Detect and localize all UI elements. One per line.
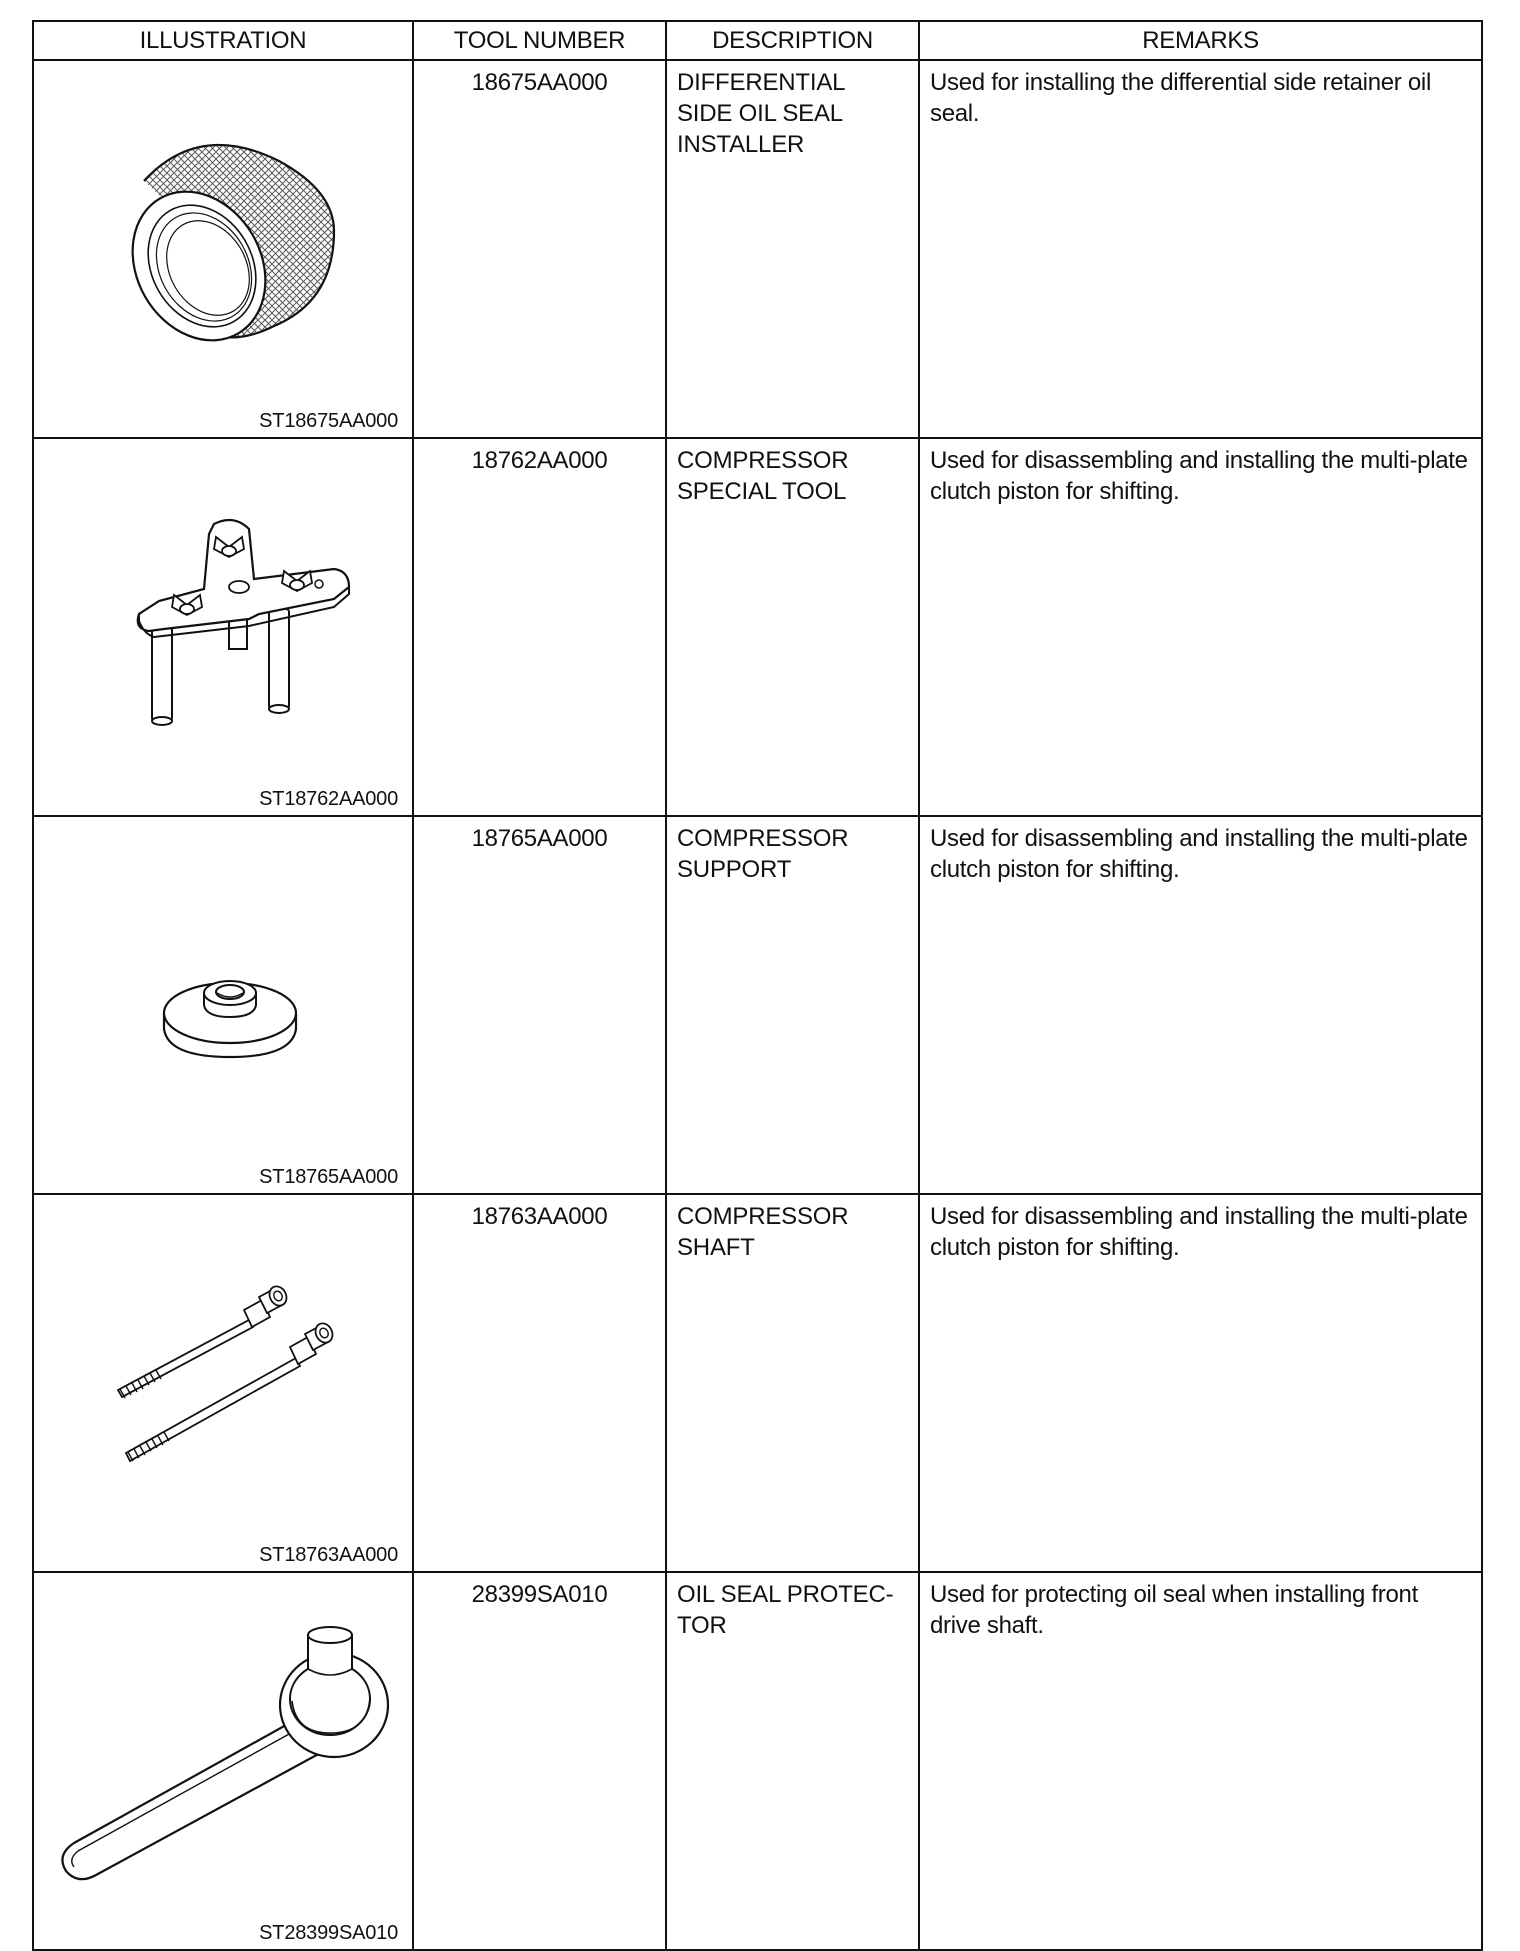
illustration-cell bbox=[33, 1572, 413, 1950]
tool-number-cell: 18765AA000 bbox=[413, 816, 666, 1194]
tool-number-cell: 18675AA000 bbox=[413, 60, 666, 438]
compressor-support-icon bbox=[34, 817, 414, 1185]
illustration-cell bbox=[33, 60, 413, 438]
remarks-cell: Used for protecting oil seal when installing front drive shaft. bbox=[919, 1572, 1482, 1950]
header-remarks: REMARKS bbox=[919, 21, 1482, 60]
special-tools-table bbox=[32, 20, 1483, 1951]
description-cell: COMPRESSOR SUPPORT bbox=[666, 816, 919, 1194]
header-illustration: ILLUSTRATION bbox=[33, 21, 413, 60]
compressor-special-tool-icon bbox=[34, 439, 414, 807]
header-description: DESCRIPTION bbox=[666, 21, 919, 60]
illustration-cell bbox=[33, 1194, 413, 1572]
remarks-cell: Used for disassembling and installing the multi-plate clutch piston for shifting. bbox=[919, 816, 1482, 1194]
description-cell: OIL SEAL PROTEC- TOR bbox=[666, 1572, 919, 1950]
illustration-cell bbox=[33, 816, 413, 1194]
table-row bbox=[33, 1194, 1482, 1572]
description-cell: COMPRESSOR SPECIAL TOOL bbox=[666, 438, 919, 816]
illustration-code: ST18763AA000 bbox=[259, 1544, 398, 1566]
oil-seal-protector-icon bbox=[34, 1573, 414, 1941]
remarks-cell: Used for disassembling and installing the multi-plate clutch piston for shifting. bbox=[919, 438, 1482, 816]
remarks-cell: Used for disassembling and installing the multi-plate clutch piston for shifting. bbox=[919, 1194, 1482, 1572]
tool-number-cell: 28399SA010 bbox=[413, 1572, 666, 1950]
table-row bbox=[33, 60, 1482, 438]
compressor-shaft-icon bbox=[34, 1195, 414, 1563]
table-row bbox=[33, 1572, 1482, 1950]
oil-seal-installer-icon bbox=[34, 61, 414, 429]
tool-number-cell: 18763AA000 bbox=[413, 1194, 666, 1572]
illustration-code: ST18765AA000 bbox=[259, 1166, 398, 1188]
illustration-cell bbox=[33, 438, 413, 816]
illustration-code: ST18762AA000 bbox=[259, 788, 398, 810]
table-row bbox=[33, 438, 1482, 816]
illustration-code: ST28399SA010 bbox=[259, 1922, 398, 1944]
description-cell: COMPRESSOR SHAFT bbox=[666, 1194, 919, 1572]
table-row bbox=[33, 816, 1482, 1194]
tool-number-cell: 18762AA000 bbox=[413, 438, 666, 816]
table-header-row bbox=[33, 21, 1482, 60]
description-cell: DIFFERENTIAL SIDE OIL SEAL INSTALLER bbox=[666, 60, 919, 438]
header-tool-number: TOOL NUMBER bbox=[413, 21, 666, 60]
illustration-code: ST18675AA000 bbox=[259, 410, 398, 432]
remarks-cell: Used for installing the differential side retainer oil seal. bbox=[919, 60, 1482, 438]
